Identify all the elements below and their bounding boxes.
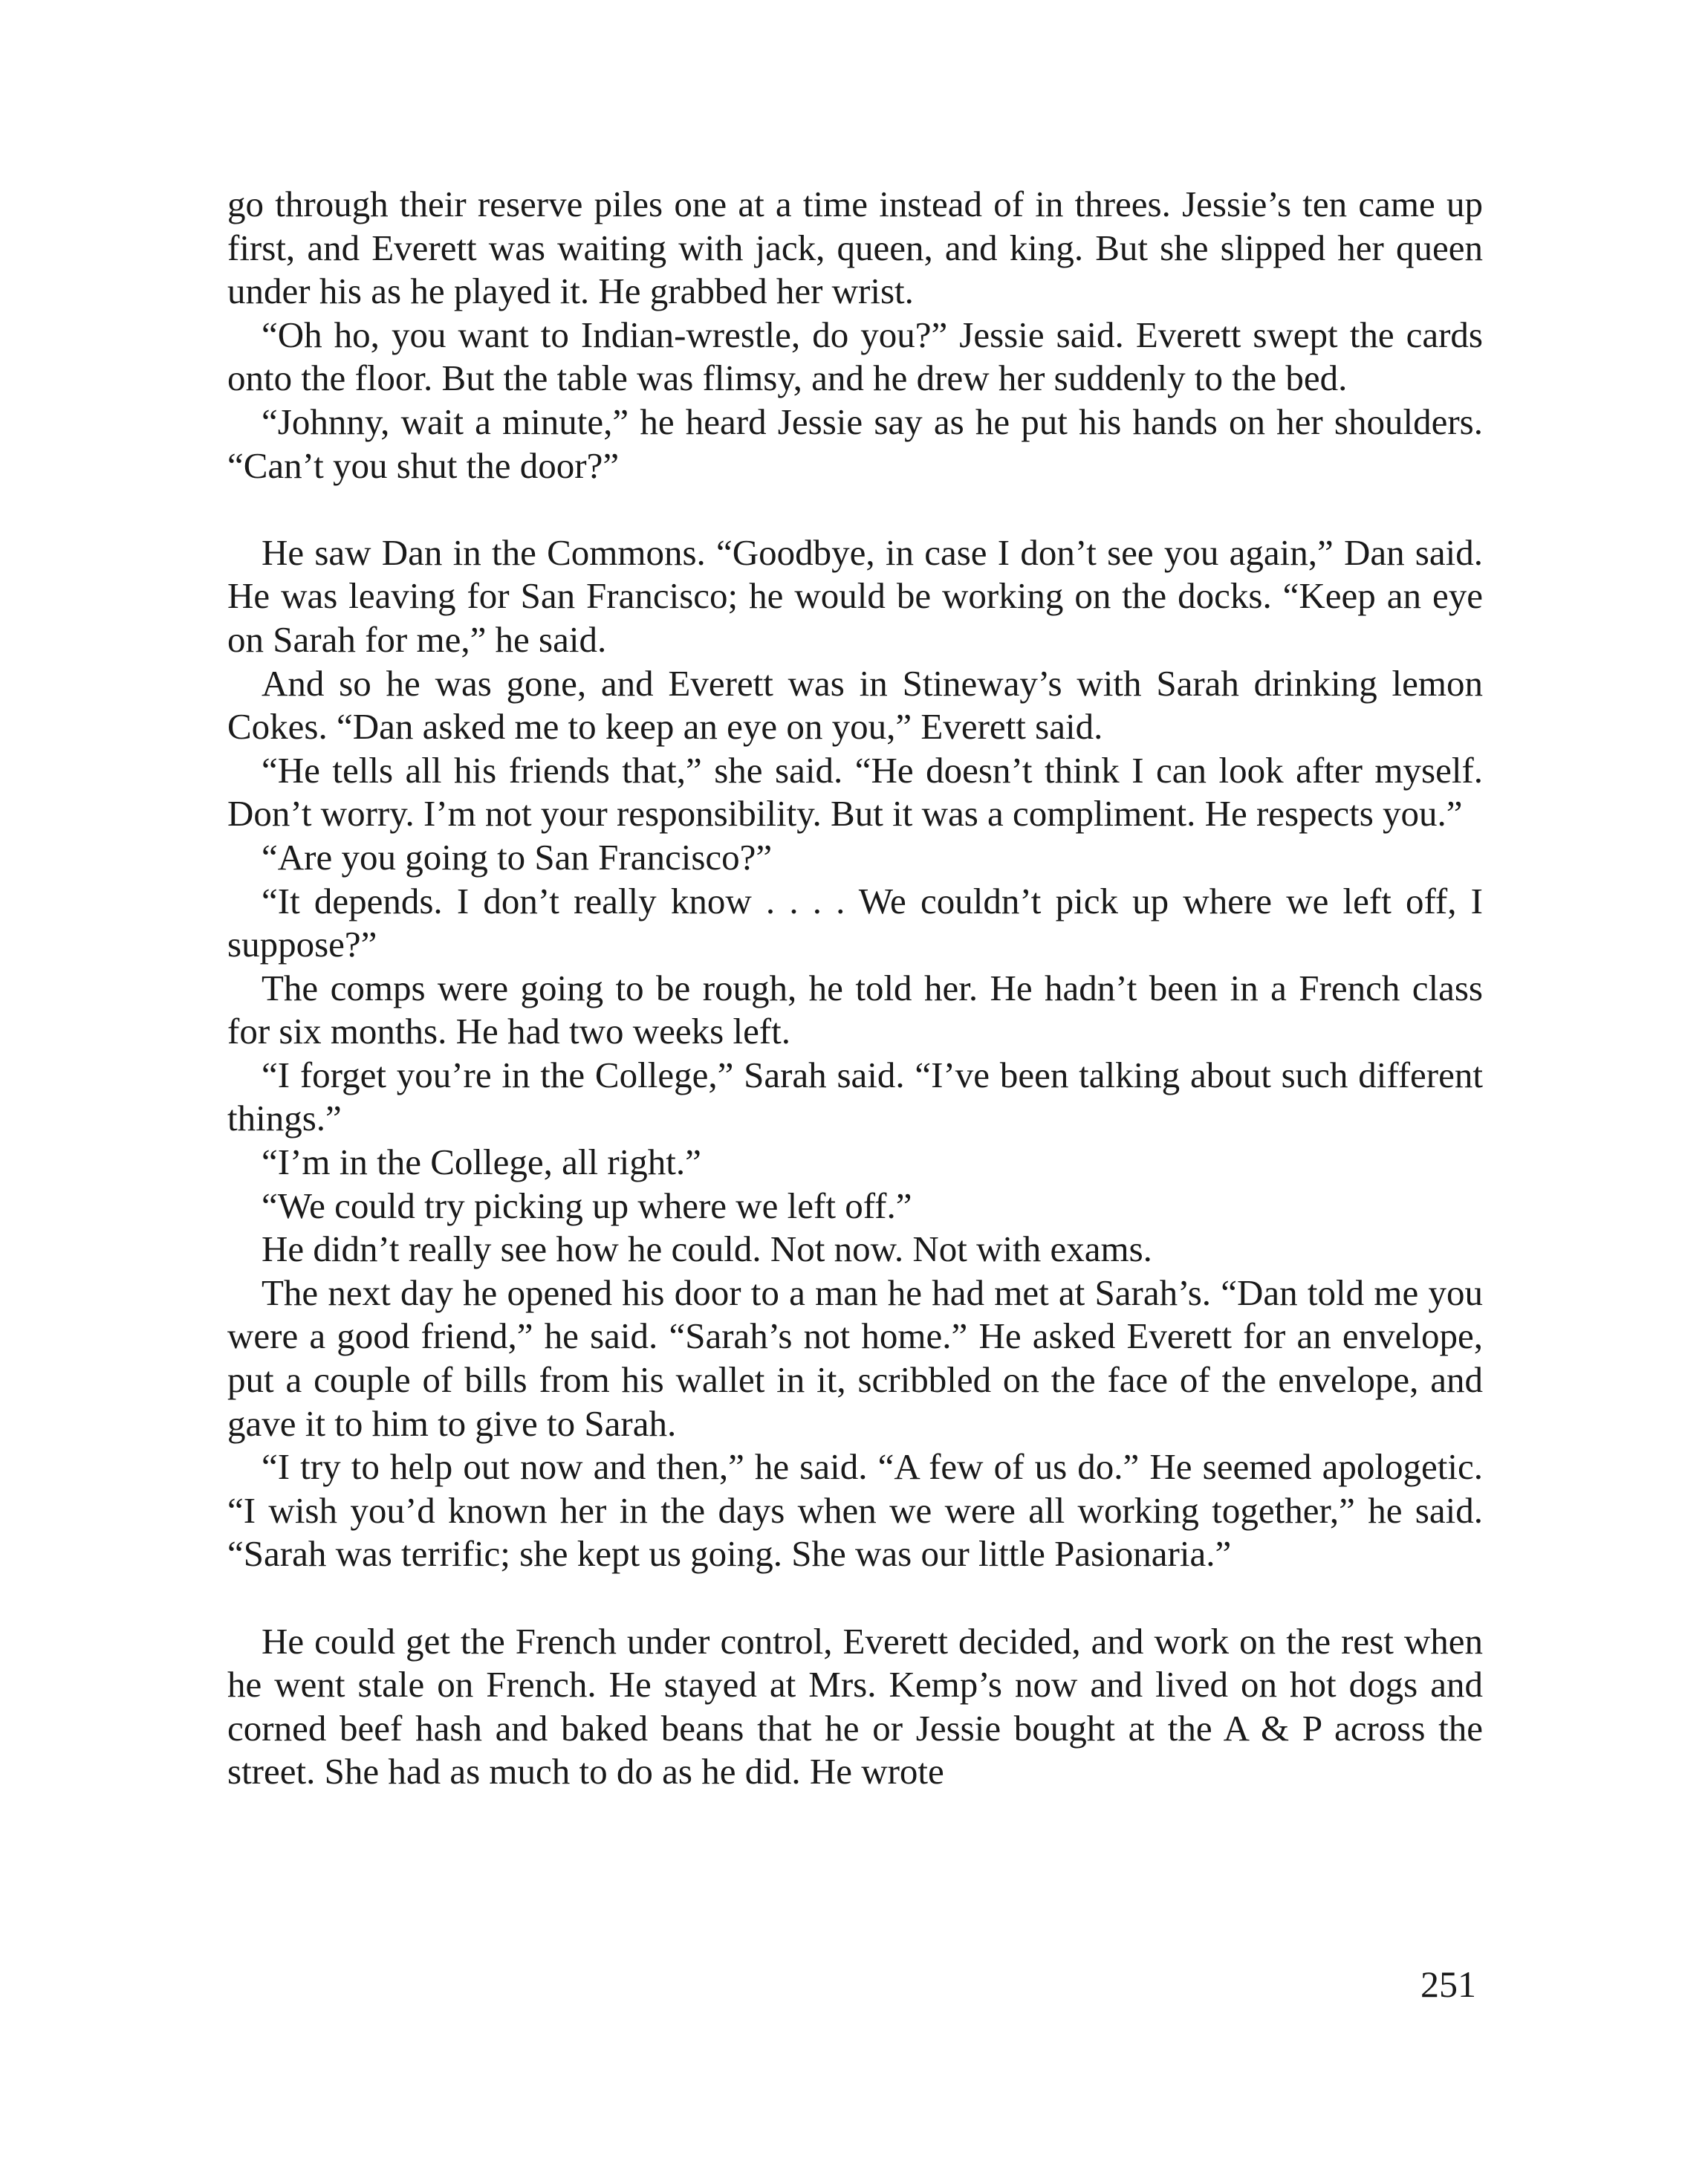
paragraph: The next day he opened his door to a man he had met at Sarah’s. “Dan told me you were a good friend,” he said. “Sarah’s not home.” He asked Everett for an envelope, put a couple of bills from his wallet in it, scribbled on the face of the envelope, and gave it to him to give to Sarah. [227,1272,1483,1444]
paragraph: He saw Dan in the Commons. “Goodbye, in case I don’t see you again,” Dan said. He was leaving for San Francisco; he would be working on the docks. “Keep an eye on Sarah for me,” he said. [227,531,1483,660]
paragraph: “Johnny, wait a minute,” he heard Jessie say as he put his hands on her shoulders. “Can’t you shut the door?” [227,401,1483,486]
section-break [227,488,1483,531]
paragraph: The comps were going to be rough, he told her. He hadn’t been in a French class for six months. He had two weeks left. [227,967,1483,1052]
section-break [227,1576,1483,1620]
paragraph: “It depends. I don’t really know . . . . We couldn’t pick up where we left off, I suppose?” [227,880,1483,965]
paragraph: “Oh ho, you want to Indian-wrestle, do you?” Jessie said. Everett swept the cards onto the floor. But the table was flimsy, and he drew her suddenly to the bed. [227,314,1483,399]
paragraph: He could get the French under control, Everett decided, and work on the rest when he went stale on French. He stayed at Mrs. Kemp’s now and lived on hot dogs and corned beef hash and baked beans that he or Jessie bought at the A & P across the street. She had as much to do as he did. He wrote [227,1620,1483,1792]
paragraph: “I try to help out now and then,” he said. “A few of us do.” He seemed apologetic. “I wish you’d known her in the days when we were all working together,” he said. “Sarah was terrific; she kept us going. She was our little Pasionaria.” [227,1446,1483,1575]
paragraph: He didn’t really see how he could. Not now. Not with exams. [262,1228,1152,1270]
paragraph: go through their reserve piles one at a time instead of in threes. Jessie’s ten came up first, and Everett was waiting with jack, queen, and king. But she slipped her queen under his as he played it. He grabbed her wrist. [227,184,1483,312]
body-text [227,183,1483,1794]
paragraph: “I forget you’re in the College,” Sarah said. “I’ve been talking about such different things.” [227,1054,1483,1139]
paragraph: “Are you going to San Francisco?” [262,836,773,878]
paragraph: “We could try picking up where we left off.” [262,1185,912,1226]
paragraph: And so he was gone, and Everett was in Stineway’s with Sarah drinking lemon Cokes. “Dan asked me to keep an eye on you,” Everett said. [227,662,1483,748]
paragraph: “He tells all his friends that,” she said. “He doesn’t think I can look after myself. Don’t worry. I’m not your responsibility. But it was a compliment. He respects you.” [227,749,1483,835]
paragraph: “I’m in the College, all right.” [262,1141,701,1183]
page-number: 251 [1420,1963,1476,2005]
